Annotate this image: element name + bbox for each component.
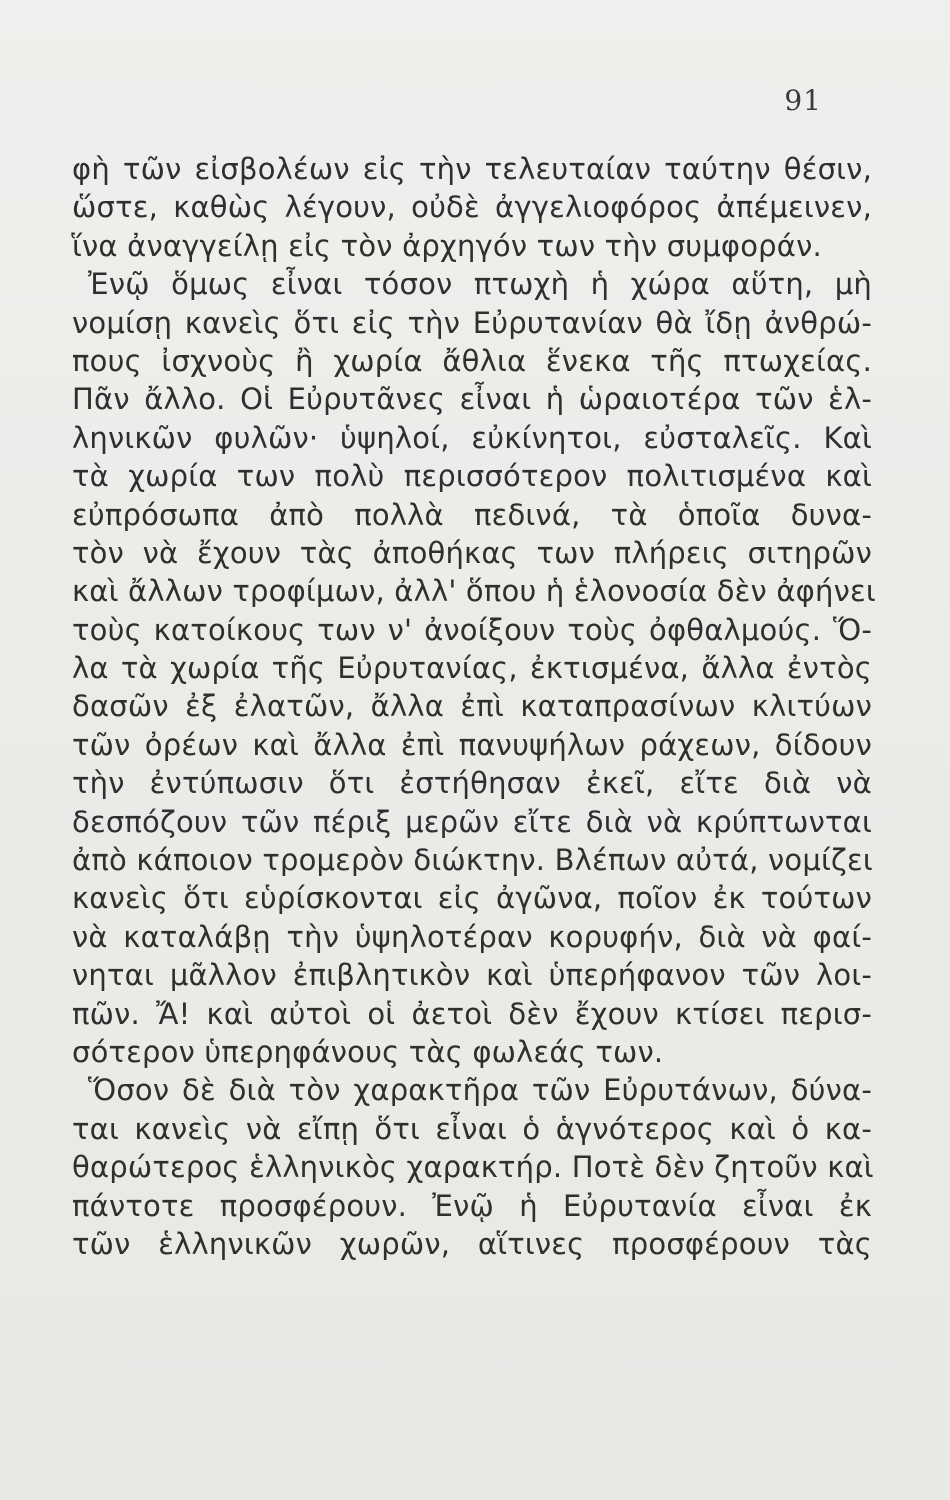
text-line: ἀπὸ κάποιον τρομερὸν διώκτην. Βλέπων αὐτά, νομίζει (72, 843, 873, 878)
text-line: δασῶν ἐξ ἐλατῶν, ἄλλα ἐπὶ καταπρασίνων κλιτύων (72, 689, 872, 724)
text-line: ται κανεὶς νὰ εἴπῃ ὅτι εἶναι ὁ ἁγνότερος καὶ ὁ κα- (72, 1111, 872, 1146)
text-line: θαρώτερος ἑλληνικὸς χαρακτήρ. Ποτὲ δὲν ζητοῦν καὶ (72, 1150, 874, 1185)
text-line: τῶν ὀρέων καὶ ἄλλα ἐπὶ πανυψήλων ράχεων, δίδουν (72, 727, 872, 762)
text-line: τὰ χωρία των πολὺ περισσότερον πολιτισμένα καὶ (72, 459, 872, 494)
text-line: λα τὰ χωρία τῆς Εὐρυτανίας, ἐκτισμένα, ἄλλα ἐντὸς (72, 651, 872, 686)
text-line: σότερον ὑπερηφάνους τὰς φωλεάς των. (72, 1034, 664, 1069)
text-line: τοὺς κατοίκους των ν' ἀνοίξουν τοὺς ὀφθαλμούς. Ὅ- (72, 612, 872, 647)
text-line: νομίσῃ κανεὶς ὅτι εἰς τὴν Εὐρυτανίαν θὰ ἴδῃ ἀνθρώ- (72, 305, 872, 340)
text-line: Ἐνῷ ὅμως εἶναι τόσον πτωχὴ ἡ χώρα αὕτη, μὴ (88, 267, 872, 302)
text-line: πους ἰσχνοὺς ἢ χωρία ἄθλια ἕνεκα τῆς πτωχείας. (72, 343, 872, 378)
text-line: ὥστε, καθὼς λέγουν, οὐδὲ ἀγγελιοφόρος ἀπέμεινεν, (72, 190, 872, 225)
text-line: τὴν ἐντύπωσιν ὅτι ἐστήθησαν ἐκεῖ, εἴτε διὰ νὰ (72, 766, 872, 801)
text-line: εὐπρόσωπα ἀπὸ πολλὰ πεδινά, τὰ ὁποῖα δυνα- (72, 497, 872, 532)
text-line: τῶν ἑλληνικῶν χωρῶν, αἵτινες προσφέρουν τὰς (72, 1226, 872, 1261)
body-text (72, 150, 876, 1263)
text-line: φὴ τῶν εἰσβολέων εἰς τὴν τελευταίαν ταύτην θέσιν, (72, 152, 872, 186)
text-line: Ὅσον δὲ διὰ τὸν χαρακτῆρα τῶν Εὐρυτάνων, δύνα- (88, 1073, 872, 1108)
page-number: 91 (784, 84, 822, 117)
text-line: πῶν. Ἄ! καὶ αὐτοὶ οἱ ἀετοὶ δὲν ἔχουν κτίσει περισ- (72, 996, 872, 1031)
text-line: νηται μᾶλλον ἐπιβλητικὸν καὶ ὑπερήφανον τῶν λοι- (72, 958, 872, 993)
text-line: δεσπόζουν τῶν πέριξ μερῶν εἴτε διὰ νὰ κρύπτωνται (72, 804, 872, 839)
text-line: νὰ καταλάβῃ τὴν ὑψηλοτέραν κορυφήν, διὰ νὰ φαί- (72, 919, 872, 954)
text-line: ἵνα ἀναγγείλῃ εἰς τὸν ἀρχηγόν των τὴν συμφοράν. (72, 228, 822, 263)
text-line: κανεὶς ὅτι εὑρίσκονται εἰς ἀγῶνα, ποῖον ἐκ τούτων (72, 881, 872, 916)
text-line: πάντοτε προσφέρουν. Ἐνῷ ἡ Εὐρυτανία εἶναι ἐκ (72, 1188, 872, 1223)
text-line: ληνικῶν φυλῶν· ὑψηλοί, εὐκίνητοι, εὐσταλεῖς. Καὶ (72, 420, 872, 455)
text-line: τὸν νὰ ἔχουν τὰς ἀποθήκας των πλήρεις σιτηρῶν (72, 535, 872, 570)
text-line: καὶ ἄλλων τροφίμων, ἀλλ' ὅπου ἡ ἑλονοσία δὲν ἀφήνει (72, 574, 876, 609)
text-line: Πᾶν ἄλλο. Οἱ Εὐρυτᾶνες εἶναι ἡ ὡραιοτέρα τῶν ἑλ- (72, 382, 872, 417)
